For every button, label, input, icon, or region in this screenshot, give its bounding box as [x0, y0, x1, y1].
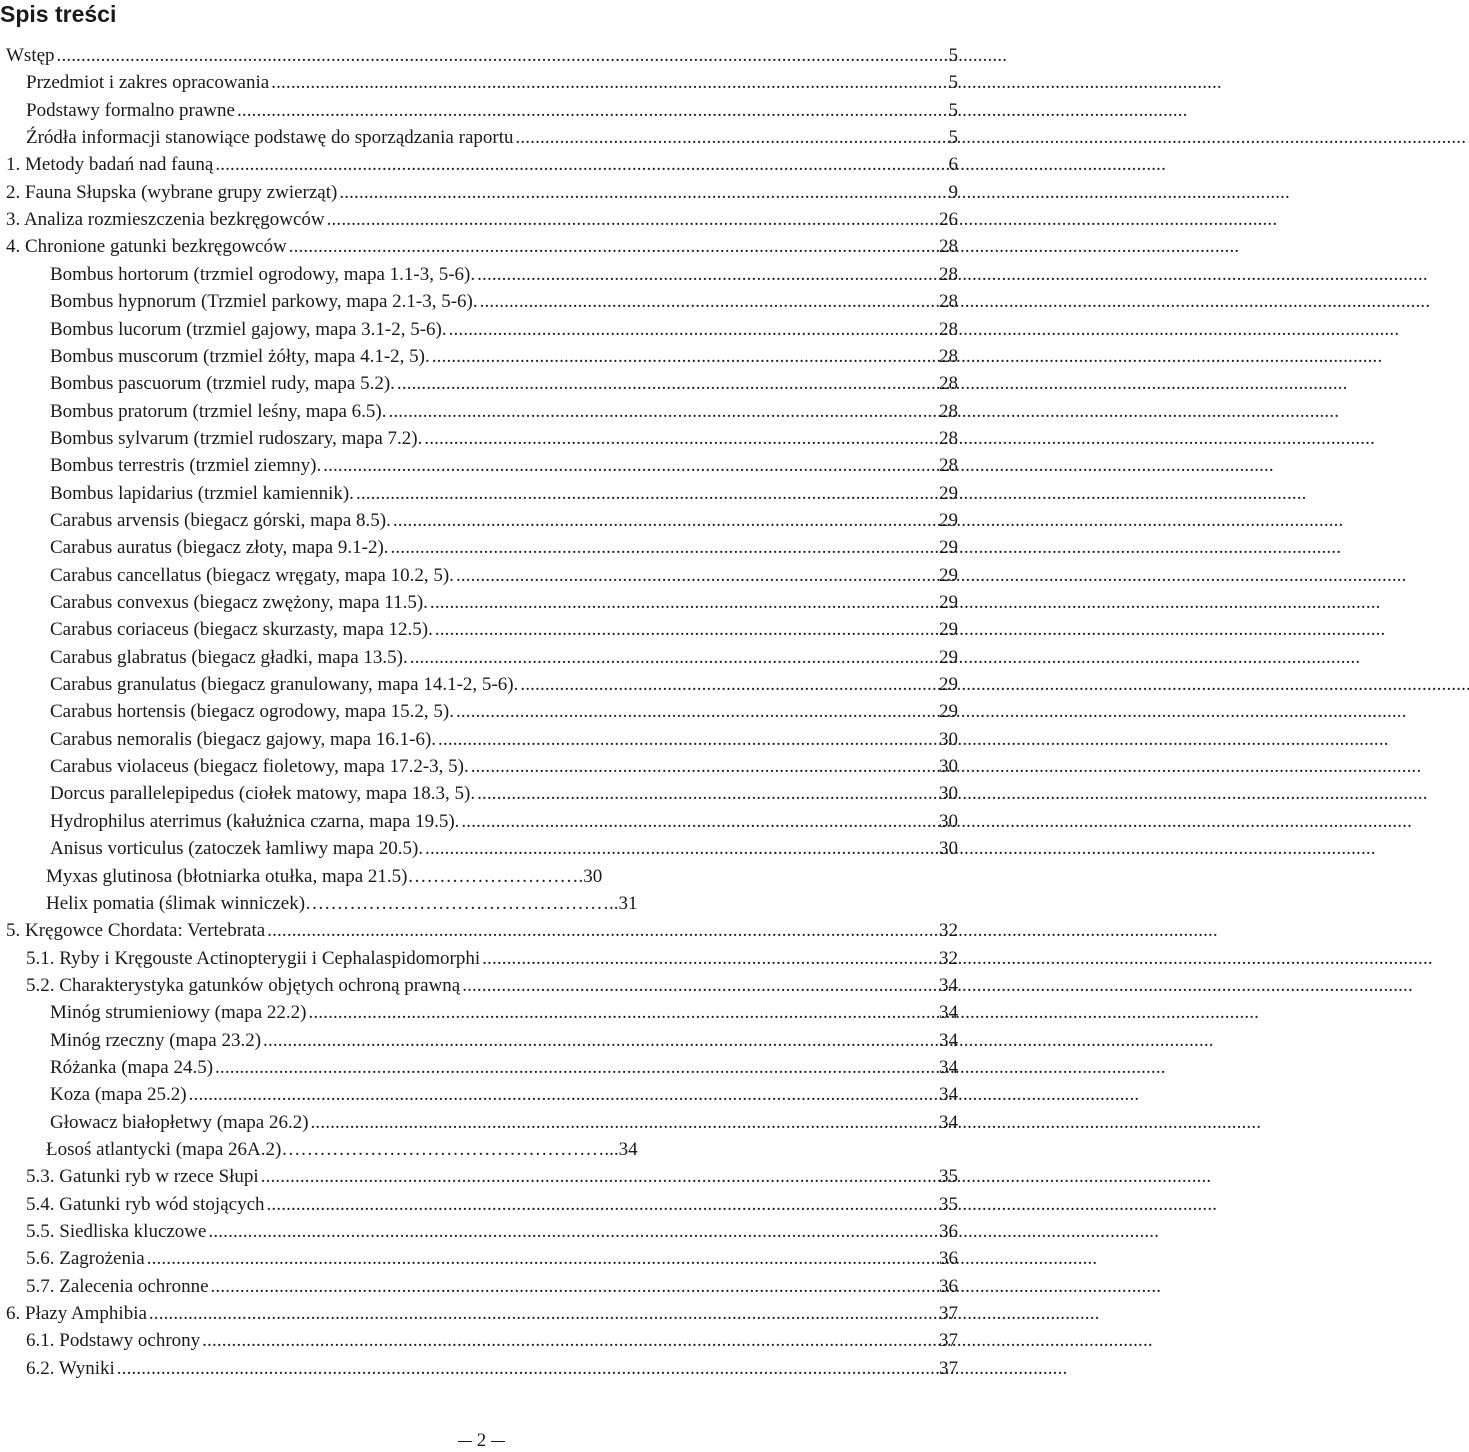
toc-entry-page: 30 [939, 756, 958, 778]
toc-dot-leader [462, 975, 938, 997]
toc-entry-label: Carabus coriaceus (biegacz skurzasty, mapa 12.5). [50, 619, 433, 641]
toc-entry[interactable] [0, 1135, 958, 1161]
toc-dot-leader [410, 647, 938, 669]
toc-dot-leader [456, 701, 938, 723]
toc-entry[interactable] [0, 807, 958, 833]
toc-dot-leader [323, 455, 938, 477]
toc-entry-label: 5.6. Zagrożenia [26, 1248, 145, 1270]
toc-entry-label: Carabus nemoralis (biegacz gajowy, mapa 16.1-6). [50, 728, 437, 750]
toc-entry-label: 5.4. Gatunki ryb wód stojących [26, 1193, 265, 1215]
toc-entry-label: 5.3. Gatunki ryb w rzece Słupi [26, 1166, 259, 1188]
toc-entry[interactable] [0, 424, 958, 450]
toc-entry-label: Hydrophilus aterrimus (kałużnica czarna, mapa 19.5). [50, 810, 460, 832]
toc-entry-page: 30 [939, 728, 958, 750]
toc-entry-label: Bombus pascuorum (trzmiel rudy, mapa 5.2). [50, 373, 395, 395]
toc-entry-label: Carabus violaceus (biegacz fioletowy, mapa 17.2-3, 5). [50, 756, 469, 778]
toc-entry-page: 34 [939, 1029, 958, 1051]
toc-dot-leader [520, 674, 938, 696]
toc-entry[interactable] [0, 916, 958, 942]
toc-entry[interactable] [0, 1299, 958, 1325]
toc-entry-page: 29 [939, 509, 958, 531]
toc-entry-page: 34 [939, 1084, 958, 1106]
toc-entry-label: Carabus arvensis (biegacz górski, mapa 8.5). [50, 509, 391, 531]
toc-entry[interactable] [0, 779, 958, 805]
toc-entry[interactable] [0, 725, 958, 751]
toc-entry-page: 29 [939, 619, 958, 641]
toc-entry-page: 35 [939, 1193, 958, 1215]
toc-entry[interactable] [0, 1162, 958, 1188]
toc-entry[interactable] [0, 260, 958, 286]
toc-entry-page: 29 [939, 701, 958, 723]
toc-entry-page: 29 [939, 537, 958, 559]
toc-dot-leader [356, 483, 938, 505]
toc-dot-leader [471, 756, 938, 778]
toc-entry[interactable] [0, 369, 958, 395]
toc-entry-label: Helix pomatia (ślimak winniczek)…………………………………………..31 [46, 892, 638, 914]
toc-entry-label: Bombus lucorum (trzmiel gajowy, mapa 3.1-2, 5-6). [50, 318, 447, 340]
toc-entry[interactable] [0, 232, 958, 258]
toc-entry-page: 30 [939, 838, 958, 860]
toc-entry-page: 28 [939, 291, 958, 313]
toc-entry-page: 9 [948, 181, 958, 203]
toc-entry[interactable] [0, 670, 958, 696]
toc-entry-page: 28 [939, 455, 958, 477]
toc-dot-leader [327, 209, 938, 231]
toc-dot-leader [215, 1057, 938, 1079]
toc-dot-leader [267, 1194, 938, 1216]
toc-dot-leader [267, 920, 938, 942]
toc-entry-page: 29 [939, 482, 958, 504]
toc-entry-page: 6 [948, 154, 958, 176]
toc-entry-label: Carabus glabratus (biegacz gładki, mapa 13.5). [50, 646, 408, 668]
toc-dot-leader [480, 291, 938, 313]
toc-entry-page: 28 [939, 318, 958, 340]
toc-entry[interactable] [0, 287, 958, 313]
toc-entry[interactable] [0, 944, 958, 970]
toc-entry-label: Źródła informacji stanowiące podstawę do sporządzania raportu [26, 127, 514, 149]
toc-entry-label: Carabus convexus (biegacz zwężony, mapa 11.5). [50, 592, 428, 613]
toc-entry-label: Koza (mapa 25.2) [50, 1084, 187, 1106]
toc-entry[interactable] [0, 1080, 958, 1106]
toc-entry-page: 37 [939, 1330, 958, 1352]
toc-entry-label: 6.1. Podstawy ochrony [26, 1330, 201, 1352]
toc-entry-label: Bombus terrestris (trzmiel ziemny). [50, 455, 322, 477]
toc-entry[interactable] [0, 506, 958, 532]
toc-entry-label: Carabus auratus (biegacz złoty, mapa 9.1-2). [50, 537, 389, 559]
toc-entry-page: 29 [939, 564, 958, 586]
toc-entry[interactable] [0, 615, 958, 641]
toc-entry[interactable] [0, 123, 958, 149]
toc-entry[interactable] [0, 643, 958, 669]
toc-entry-label: Dorcus parallelepipedus (ciołek matowy, mapa 18.3, 5). [50, 783, 476, 805]
page-footer [458, 1430, 505, 1452]
toc-entry[interactable] [0, 315, 958, 341]
toc-entry-label: Bombus hypnorum (Trzmiel parkowy, mapa 2.1-3, 5-6). [50, 291, 478, 313]
toc-entry-page: 26 [939, 209, 958, 231]
toc-entry-label: 2. Fauna Słupska (wybrane grupy zwierząt) [6, 181, 338, 203]
toc-entry-page: 34 [939, 1056, 958, 1078]
toc-entry[interactable] [0, 889, 958, 915]
toc-entry[interactable] [0, 397, 958, 423]
toc-entry-label: 5. Kręgowce Chordata: Vertebrata [6, 920, 266, 942]
toc-entry[interactable] [0, 1244, 958, 1270]
toc-entry[interactable] [0, 1026, 958, 1052]
toc-entry-page: 36 [939, 1275, 958, 1297]
toc-entry[interactable] [0, 862, 958, 888]
toc-entry-label: Podstawy formalno prawne [26, 99, 235, 121]
toc-entry-page: 32 [939, 920, 958, 942]
toc-entry-label: Myxas glutinosa (błotniarka otułka, mapa 21.5)……………………….30 [46, 865, 603, 887]
toc-entry-page: 28 [939, 263, 958, 285]
toc-dot-leader [449, 319, 938, 341]
toc-dot-leader [438, 729, 938, 751]
toc-entry-page: 37 [939, 1357, 958, 1379]
footer-dash [491, 1441, 505, 1442]
toc-entry-label: Wstęp [6, 45, 55, 66]
toc-entry-page: 28 [939, 236, 958, 258]
toc-entry-label: 3. Analiza rozmieszczenia bezkręgowców [6, 209, 325, 231]
toc-entry-label: Carabus granulatus (biegacz granulowany, mapa 14.1-2, 5-6). [50, 674, 519, 696]
toc-dot-leader [424, 428, 938, 450]
toc-entry[interactable] [0, 1272, 958, 1298]
toc-entry[interactable] [0, 41, 958, 67]
toc-dot-leader [461, 811, 938, 833]
toc-entry[interactable] [0, 1217, 958, 1243]
toc-entry-label: Przedmiot i zakres opracowania [26, 72, 270, 94]
toc-entry-label: Bombus hortorum (trzmiel ogrodowy, mapa 1.1-3, 5-6). [50, 263, 476, 285]
toc-entry[interactable] [0, 150, 958, 176]
toc-entry-label: 1. Metody badań nad fauną [6, 154, 214, 176]
toc-dot-leader [149, 1303, 938, 1325]
toc-entry-page: 36 [939, 1221, 958, 1243]
toc-entry[interactable] [0, 178, 958, 204]
toc-entry[interactable] [0, 68, 958, 94]
toc-entry[interactable] [0, 479, 958, 505]
toc-entry-page: 34 [939, 1111, 958, 1133]
toc-entry[interactable] [0, 561, 958, 587]
toc-entry-page: 32 [939, 947, 958, 969]
toc-entry-label: 4. Chronione gatunki bezkręgowców [6, 236, 287, 258]
toc-entry-label: Minóg strumieniowy (mapa 22.2) [50, 1002, 307, 1024]
toc-entry-label: Bombus sylvarum (trzmiel rudoszary, mapa 7.2). [50, 427, 423, 449]
toc-entry[interactable] [0, 1326, 958, 1352]
toc-entry-label: 6.2. Wyniki [26, 1357, 115, 1379]
toc-entry-label: Anisus vorticulus (zatoczek łamliwy mapa 20.5). [50, 838, 424, 860]
toc-entry[interactable] [0, 971, 958, 997]
toc-dot-leader [430, 592, 938, 614]
toc-entry[interactable] [0, 752, 958, 778]
toc-entry-page: 34 [939, 974, 958, 996]
toc-dot-leader [189, 1084, 938, 1106]
toc-entry-label: Carabus hortensis (biegacz ogrodowy, mapa 15.2, 5). [50, 701, 454, 723]
toc-dot-leader [482, 948, 938, 970]
toc-dot-leader [202, 1330, 938, 1352]
toc-entry-page: 5 [948, 127, 958, 149]
toc-dot-leader [477, 264, 938, 286]
toc-entry-page: 28 [939, 373, 958, 395]
toc-entry-page: 36 [939, 1248, 958, 1270]
toc-dot-leader [308, 1002, 938, 1024]
toc-dot-leader [339, 182, 947, 204]
toc-entry[interactable] [0, 205, 958, 231]
toc-entry-label: Carabus cancellatus (biegacz wręgaty, mapa 10.2, 5). [50, 564, 454, 586]
toc-entry[interactable] [0, 998, 958, 1024]
toc-dot-leader [432, 346, 938, 368]
toc-entry[interactable] [0, 342, 958, 368]
toc-entry-label: 6. Płazy Amphibia [6, 1303, 147, 1325]
toc-dot-leader [271, 72, 947, 94]
toc-dot-leader [477, 783, 938, 805]
toc-entry-page: 35 [939, 1166, 958, 1188]
toc-dot-leader [311, 1112, 938, 1134]
toc-entry-page: 28 [939, 400, 958, 422]
toc-entry-label: 5.7. Zalecenia ochronne [26, 1275, 209, 1297]
toc-entry-label: Bombus pratorum (trzmiel leśny, mapa 6.5). [50, 400, 387, 422]
toc-entry-label: Łosoś atlantycki (mapa 26A.2)……………………………………………...34 [46, 1139, 638, 1160]
toc-dot-leader [456, 565, 938, 587]
footer-dash [458, 1441, 472, 1442]
toc-entry-label: 5.2. Charakterystyka gatunków objętych ochroną prawną [26, 974, 461, 996]
toc-entry-page: 5 [948, 45, 958, 66]
toc-entry-page: 28 [939, 345, 958, 367]
toc-entry-page: 34 [939, 1002, 958, 1024]
toc-entry-label: 5.1. Ryby i Kręgouste Actinopterygii i Cephalaspidomorphi [26, 947, 481, 969]
toc-entry-label: 5.5. Siedliska kluczowe [26, 1221, 207, 1243]
toc-dot-leader [425, 838, 938, 860]
page-number: 2 [476, 1430, 487, 1451]
toc-entry[interactable] [0, 834, 958, 860]
toc-dot-leader [215, 154, 947, 176]
toc-dot-leader [391, 537, 938, 559]
toc-entry-page: 29 [939, 592, 958, 613]
toc-entry[interactable] [0, 1108, 958, 1134]
toc-dot-leader [397, 373, 938, 395]
toc-entry-label: Różanka (mapa 24.5) [50, 1056, 214, 1078]
toc-entry[interactable] [0, 697, 958, 723]
toc-entry-label: Bombus lapidarius (trzmiel kamiennik). [50, 482, 354, 504]
toc-entry-page: 37 [939, 1303, 958, 1325]
toc-entry[interactable] [0, 533, 958, 559]
toc-entry-label: Minóg rzeczny (mapa 23.2) [50, 1029, 262, 1051]
page-title: Spis treści [0, 1, 117, 27]
toc-entry-page: 5 [948, 72, 958, 94]
toc-entry-page: 30 [939, 783, 958, 805]
toc-entry[interactable] [0, 1354, 958, 1380]
toc-entry-page: 29 [939, 674, 958, 696]
toc-dot-leader [211, 1276, 938, 1298]
toc-dot-leader [237, 100, 948, 122]
toc-entry-label: Bombus muscorum (trzmiel żółty, mapa 4.1-2, 5). [50, 345, 430, 367]
toc-entry-page: 30 [939, 810, 958, 832]
toc-entry-page: 5 [948, 99, 958, 121]
toc-dot-leader [289, 236, 938, 258]
toc-dot-leader [261, 1166, 938, 1188]
toc-dot-leader [147, 1248, 938, 1270]
toc-entry[interactable] [0, 588, 958, 614]
toc-entry[interactable] [0, 1190, 958, 1216]
toc-dot-leader [393, 510, 938, 532]
toc-entry-label: Głowacz białopłetwy (mapa 26.2) [50, 1111, 309, 1133]
toc-dot-leader [435, 619, 938, 641]
toc-dot-leader [515, 127, 947, 149]
toc-entry[interactable] [0, 451, 958, 477]
toc-dot-leader [388, 401, 938, 423]
toc-dot-leader [208, 1221, 938, 1243]
toc-dot-leader [57, 45, 948, 67]
toc-entry[interactable] [0, 96, 958, 122]
toc-entry[interactable] [0, 1053, 958, 1079]
toc-dot-leader [263, 1030, 938, 1052]
toc-entry-page: 29 [939, 646, 958, 668]
toc-entry-page: 28 [939, 427, 958, 449]
toc-dot-leader [117, 1358, 938, 1380]
